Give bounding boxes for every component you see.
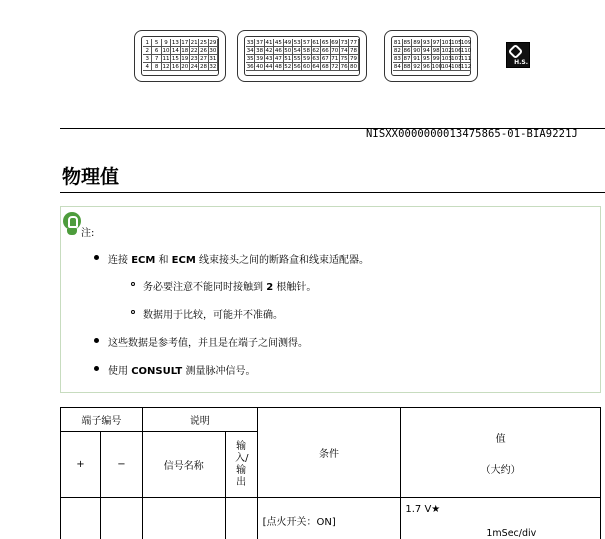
connector-pin: 23: [190, 56, 198, 62]
connector-pin: 14: [171, 48, 179, 54]
connector-pin: 82: [393, 48, 401, 54]
connector-pin: 105: [451, 40, 462, 46]
connector-pin: 107: [451, 56, 462, 62]
bullet-text: 连接: [108, 255, 132, 266]
connector-pin: 10: [162, 48, 170, 54]
connector-pin: 85: [403, 40, 411, 46]
connector-pin: 76: [340, 64, 348, 70]
sub-bullet-text: 数据用于比较，可能并不准确。: [143, 310, 283, 321]
bullet-dot-icon: [94, 255, 99, 260]
connector-pin: 88: [403, 64, 411, 70]
note-sub-bullet: [143, 278, 316, 293]
header-plus: +: [61, 432, 101, 498]
connector-pin: 50: [284, 48, 292, 54]
connector-pin: 13: [171, 40, 179, 46]
connector-pin: 34: [246, 48, 254, 54]
cell-io: [225, 498, 257, 539]
connector-pin: 93: [422, 40, 430, 46]
header-terminal-no: 端子编号: [61, 408, 143, 432]
connector-pin: 21: [190, 40, 198, 46]
connector-pin: 95: [422, 56, 430, 62]
connector-pin: 78: [349, 48, 357, 54]
connector-pin: 103: [441, 56, 452, 62]
connector-pin: 11: [162, 56, 170, 62]
connector-pin: 47: [274, 56, 282, 62]
header-value: [401, 408, 601, 498]
bullet-dot-icon: [94, 338, 99, 343]
note-sub-bullet: [143, 306, 283, 321]
connector-pin: 54: [293, 48, 301, 54]
connector-pin: 45: [274, 40, 282, 46]
header-value-approx: （大约）: [480, 464, 521, 476]
connector-pin: 7: [152, 55, 161, 63]
connector-pin: 109: [460, 40, 472, 46]
connector-pin: 89: [413, 40, 421, 46]
connector-pin: 79: [349, 56, 357, 62]
connector-pin: 102: [441, 48, 452, 54]
connector-pin: 24: [190, 64, 198, 70]
bullet-bold-text: ECM: [171, 255, 196, 266]
header-condition: 条件: [257, 408, 401, 498]
connector-pin: 97: [432, 40, 440, 46]
connector-pin: 106: [451, 48, 462, 54]
connector-pin: 44: [265, 64, 273, 70]
connector-symbol-icon: [508, 44, 524, 60]
connector-pin: 49: [284, 40, 292, 46]
connector-pin: 111: [460, 56, 472, 62]
connector-pin: 69: [331, 40, 339, 46]
connector-diagram-middle: [237, 30, 367, 82]
bullet-text: 使用: [108, 366, 132, 377]
connector-pin: 74: [340, 48, 348, 54]
connector-pin-grid: [246, 39, 359, 71]
bullet-dot-icon: [94, 366, 99, 371]
connector-diagram-left: [134, 30, 226, 82]
bullet-bold-text: ECM: [131, 255, 156, 266]
connector-pin: 77: [349, 40, 357, 46]
bullet-bold-text: CONSULT: [131, 366, 183, 377]
connector-pin: 1: [143, 39, 152, 47]
connector-pin: 20: [181, 64, 189, 70]
connector-pin: 100: [431, 64, 443, 70]
connector-pin: 64: [312, 64, 320, 70]
connector-pin: 94: [422, 48, 430, 54]
connector-pin: 71: [331, 56, 339, 62]
connector-pin: 36: [246, 64, 254, 70]
connector-pin: 55: [293, 56, 301, 62]
connector-pin: 29: [209, 40, 217, 46]
connector-pin: 75: [340, 56, 348, 62]
connector-pin: 59: [303, 56, 311, 62]
connector-pin: 40: [256, 64, 264, 70]
connector-pin-grid: [143, 39, 218, 71]
terminal-value-table: [60, 407, 601, 539]
connector-pin-grid: [393, 39, 471, 71]
cell-value: [401, 498, 601, 539]
header-value-label: 值: [495, 433, 506, 445]
connector-pin: 22: [190, 48, 198, 54]
connector-pin: 18: [181, 48, 189, 54]
sub-bullet-text: 务必要注意不能同时接触到: [143, 282, 267, 293]
connector-pin: 57: [303, 40, 311, 46]
connector-pin: 37: [256, 40, 264, 46]
bullet-text: 测量脉冲信号。: [182, 366, 256, 377]
connector-pin: 35: [246, 56, 254, 62]
note-bullet: [108, 334, 308, 349]
document-id: NISXX0000000013475865-01-BIA9221J: [366, 128, 578, 140]
section-title: 物理值: [62, 166, 120, 188]
sub-bullet-text: 根触针。: [273, 282, 317, 293]
sub-bullet-ring-icon: [131, 282, 135, 286]
connector-pin: 43: [265, 56, 273, 62]
connector-pin: 90: [413, 48, 421, 54]
table-header-row: [61, 408, 601, 432]
lightbulb-icon: [63, 212, 81, 230]
connector-pin: 27: [200, 56, 208, 62]
connector-pin: 72: [331, 64, 339, 70]
connector-pin: 84: [393, 64, 401, 70]
connector-pin: 4: [143, 63, 152, 71]
connector-pin: 16: [171, 64, 179, 70]
connector-pin: 83: [393, 56, 401, 62]
cell-condition: [点火开关：ON]: [257, 498, 401, 539]
connector-pin: 48: [274, 64, 282, 70]
connector-pin: 6: [152, 47, 161, 55]
harness-side-icon: [506, 42, 530, 68]
connector-pin: 25: [200, 40, 208, 46]
connector-pin: 101: [441, 40, 452, 46]
connector-pin: 66: [321, 48, 329, 54]
bullet-text: 线束接头之间的断路盒和线束适配器。: [195, 255, 369, 266]
connector-pin: 96: [422, 64, 430, 70]
connector-pin: 30: [209, 48, 217, 54]
connector-pin: 8: [152, 63, 161, 71]
connector-pin: 86: [403, 48, 411, 54]
connector-pin: 19: [181, 56, 189, 62]
connector-pin: 60: [303, 64, 311, 70]
connector-pin: 56: [293, 64, 301, 70]
connector-pin: 52: [284, 64, 292, 70]
connector-pin: 38: [256, 48, 264, 54]
connector-pin: 41: [265, 40, 273, 46]
connector-pin: 92: [413, 64, 421, 70]
connector-pin: 104: [441, 64, 452, 70]
connector-pin: 99: [432, 56, 440, 62]
title-divider: [60, 192, 605, 193]
cell-value-timebase: 1mSec/div: [486, 528, 537, 539]
connector-pin: 3: [143, 55, 152, 63]
connector-pin: 42: [265, 48, 273, 54]
connector-pin: 2: [143, 47, 152, 55]
cell-minus: [100, 498, 142, 539]
bullet-text: 和: [155, 255, 172, 266]
connector-pin: 51: [284, 56, 292, 62]
connector-pin: 9: [162, 39, 171, 47]
lightbulb-base-icon: [67, 229, 77, 235]
connector-pin: 87: [403, 56, 411, 62]
header-io-label: 输入/输出: [235, 440, 249, 488]
connector-pin: 5: [152, 39, 161, 47]
note-label: 注:: [81, 228, 95, 239]
connector-pin: 31: [209, 56, 217, 62]
connector-pin: 112: [460, 64, 472, 70]
connector-pin: 12: [162, 64, 170, 70]
connector-pin: 65: [321, 40, 329, 46]
connector-pin: 58: [303, 48, 311, 54]
connector-pin: 91: [413, 56, 421, 62]
sub-bullet-ring-icon: [131, 310, 135, 314]
cell-plus: [61, 498, 101, 539]
connector-pin: 39: [256, 56, 264, 62]
header-signal-name: 信号名称: [142, 432, 225, 498]
cell-value-text: 1.7 V★: [405, 504, 441, 515]
connector-pin: 108: [451, 64, 462, 70]
table-row: [61, 498, 601, 539]
note-bullet: [108, 362, 255, 377]
header-io: [225, 432, 257, 498]
connector-pin: 33: [246, 40, 254, 46]
header-description: 说明: [142, 408, 257, 432]
connector-pin: 70: [331, 48, 339, 54]
bullet-text: 这些数据是参考值，并且是在端子之间测得。: [108, 338, 308, 349]
header-minus: −: [100, 432, 142, 498]
connector-pin: 98: [432, 48, 440, 54]
connector-pin: 61: [312, 40, 320, 46]
connector-pin: 110: [460, 48, 472, 54]
connector-diagram-right: [384, 30, 478, 82]
connector-pin: 15: [171, 56, 179, 62]
connector-pin: 67: [321, 56, 329, 62]
connector-pin: 63: [312, 56, 320, 62]
hs-icon-label: H.S.: [514, 59, 528, 66]
connector-pin: 28: [200, 64, 208, 70]
connector-pin: 46: [274, 48, 282, 54]
connector-pin: 81: [393, 40, 401, 46]
connector-pin: 26: [200, 48, 208, 54]
connector-pin: 80: [349, 64, 357, 70]
sub-bullet-bold-text: 2: [266, 282, 274, 293]
connector-pin: 73: [340, 40, 348, 46]
connector-pin: 62: [312, 48, 320, 54]
connector-pin: 32: [209, 64, 217, 70]
connector-pin: 68: [321, 64, 329, 70]
note-bullet: [108, 251, 369, 266]
connector-pin: 53: [293, 40, 301, 46]
cell-signal: [142, 498, 225, 539]
connector-pin: 17: [181, 40, 189, 46]
